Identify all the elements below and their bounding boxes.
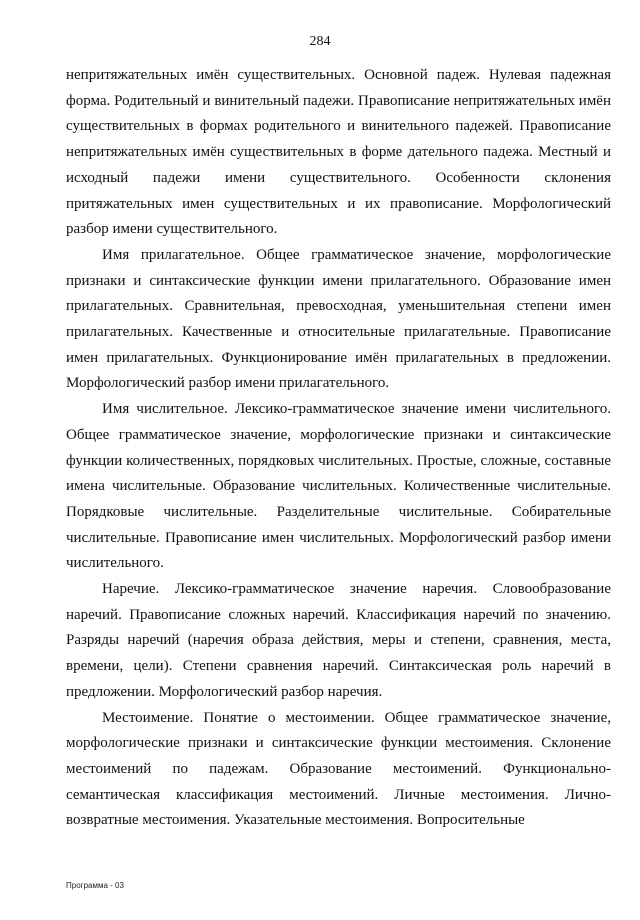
paragraph-adverb: Наречие. Лексико-грамматическое значение наречия. Словообразование наречий. Правописание сложных наречий. Классификация наречий по значению. Разряды наречий (наречия образа действия, меры и степени, сравнения, места, времени, цели). Степени сравнения наречий. Синтаксическая роль наречий в предложении. Морфологический разбор наречия. — [66, 581, 611, 700]
page-footer: Программа - 03 — [66, 881, 124, 890]
page-number: 284 — [309, 34, 331, 49]
document-body — [66, 63, 611, 834]
paragraph-adjective: Имя прилагательное. Общее грамматическое значение, морфологические признаки и синтаксические функции имени прилагательного. Образование имен прилагательных. Сравнительная, превосходная, уменьшительная степени имен прилагательных. Качественные и относительные прилагательные. Правописание имен прилагательных. Функционирование имён прилагательных в предложении. Морфологический разбор имени прилагательного. — [66, 246, 611, 392]
paragraph-numeral: Имя числительное. Лексико-грамматическое значение имени числительного. Общее грамматическое значение, морфологические признаки и синтаксические функции количественных, порядковых числительных. Простые, сложные, составные имена числительные. Образование числительных. Количественные числительные. Порядковые числительные. Разделительные числительные. Собирательные числительные. Правописание имен числительных. Морфологический разбор имени числительного. — [66, 401, 611, 572]
paragraph-nouns-continued: непритяжательных имён существительных. Основной падеж. Нулевая падежная форма. Родительный и винительный падежи. Правописание непритяжательных имён существительных в формах родительного и винительного падежей. Правописание непритяжательных имён существительных в форме дательного падежа. Местный и исходный падежи имени существительного. Особенности склонения притяжательных имен существительных и их правописание. Морфологический разбор имени существительного. — [66, 67, 611, 238]
paragraph-pronoun: Местоимение. Понятие о местоимении. Общее грамматическое значение, морфологические признаки и синтаксические функции местоимения. Склонение местоимений по падежам. Образование местоимений. Функционально-семантическая классификация местоимений. Личные местоимения. Лично-возвратные местоимения. Указательные местоимения. Вопросительные — [66, 709, 611, 829]
